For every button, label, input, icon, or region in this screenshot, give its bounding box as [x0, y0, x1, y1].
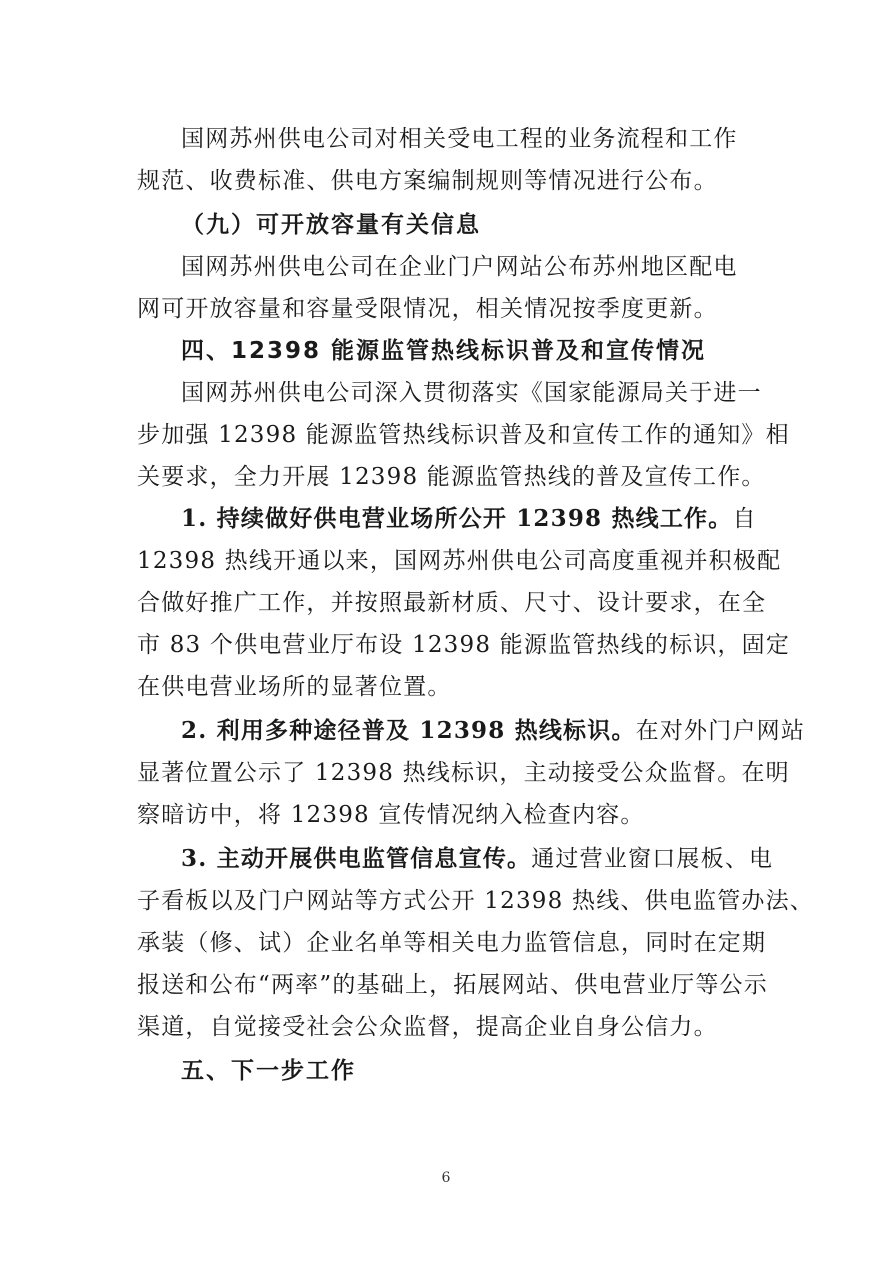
item-1-title: 1. 持续做好供电营业场所公开 12398 热线工作。 [181, 505, 733, 532]
item-3-rest: 通过营业窗口展板、电 [531, 846, 774, 872]
paragraph-line: 察暗访中，将 12398 宣传情况纳入检查内容。 [137, 802, 645, 828]
item-3-title: 3. 主动开展供电监管信息宣传。 [181, 845, 532, 872]
paragraph-line: 关要求，全力开展 12398 能源监管热线的普及宣传工作。 [137, 464, 766, 490]
paragraph-line: 显著位置公示了 12398 热线标识，主动接受公众监督。在明 [137, 760, 790, 786]
paragraph-line: 国网苏州供电公司对相关受电工程的业务流程和工作 [181, 126, 738, 152]
item-2-title: 2. 利用多种途径普及 12398 热线标识。 [181, 717, 636, 744]
item-1-first-line [181, 498, 757, 540]
paragraph-line: 步加强 12398 能源监管热线标识普及和宣传工作的通知》相 [137, 422, 790, 448]
paragraph-line: 合做好推广工作，并按照最新材质、尺寸、设计要求，在全 [137, 590, 767, 616]
section-heading-5: 五、下一步工作 [181, 1058, 356, 1084]
item-3-first-line [181, 838, 773, 880]
paragraph-line: 国网苏州供电公司深入贯彻落实《国家能源局关于进一 [181, 380, 762, 406]
paragraph-line: 报送和公布“两率”的基础上，拓展网站、供电营业厅等公示 [137, 972, 768, 998]
paragraph-line: 渠道，自觉接受社会公众监督，提高企业自身公信力。 [137, 1014, 718, 1040]
item-2-first-line [181, 710, 805, 752]
paragraph-line: 国网苏州供电公司在企业门户网站公布苏州地区配电 [181, 254, 738, 280]
paragraph-line: 12398 热线开通以来，国网苏州供电公司高度重视并积极配 [137, 548, 782, 574]
page-number: 6 [441, 1170, 451, 1186]
section-heading-4: 四、12398 能源监管热线标识普及和宣传情况 [181, 338, 707, 364]
section-heading-9: （九）可开放容量有关信息 [181, 212, 481, 238]
paragraph-line: 网可开放容量和容量受限情况，相关情况按季度更新。 [137, 296, 718, 322]
paragraph-line: 市 83 个供电营业厅布设 12398 能源监管热线的标识，固定 [137, 632, 791, 658]
paragraph-line: 承装（修、试）企业名单等相关电力监管信息，同时在定期 [137, 930, 767, 956]
item-1-rest: 自 [732, 506, 757, 532]
paragraph-line: 规范、收费标准、供电方案编制规则等情况进行公布。 [137, 168, 718, 194]
paragraph-line: 在供电营业场所的显著位置。 [137, 674, 452, 700]
paragraph-line: 子看板以及门户网站等方式公开 12398 热线、供电监管办法、 [137, 888, 814, 914]
item-2-rest: 在对外门户网站 [635, 718, 806, 744]
